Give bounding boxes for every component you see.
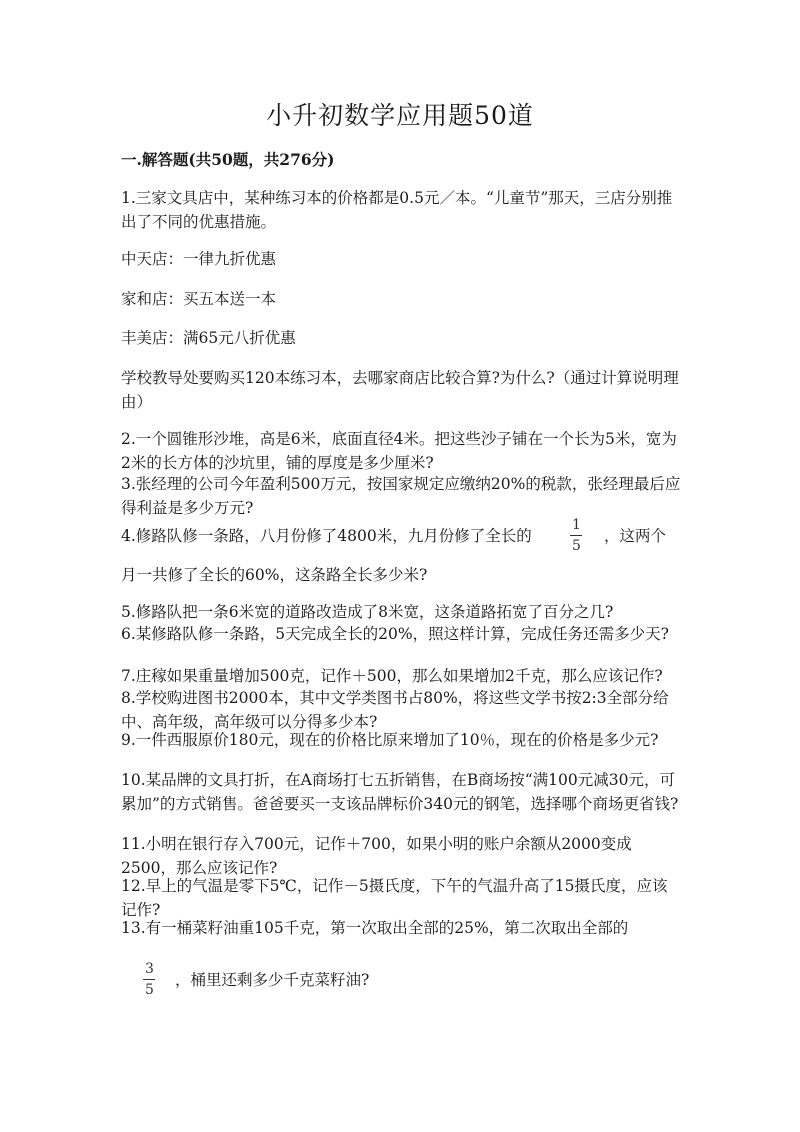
question-10: 10.某品牌的文具打折，在A商场打七五折销售，在B商场按“满100元减30元，可累加”的方式销售。爸爸要买一支该品牌标价340元的钢笔，选择哪个商场更省钱? <box>121 771 679 813</box>
question-6: 6.某修路队修一条路，5天完成全长的20%，照这样计算，完成任务还需多少天? <box>121 625 669 643</box>
fraction-numerator: 1 <box>572 517 581 533</box>
fraction-denominator: 5 <box>145 982 154 998</box>
question-1-prompt: 学校教导处要购买120本练习本，去哪家商店比较合算?为什么?（通过计算说明理由） <box>121 369 679 411</box>
fraction-bar <box>143 979 155 980</box>
question-4-line-2: 月一共修了全长的60%，这条路全长多少米? <box>121 566 428 584</box>
question-4-text: 4.修路队修一条路，八月份修了4800米，九月份修了全长的 <box>121 527 532 545</box>
question-4-fraction <box>569 517 584 554</box>
section-heading: 一.解答题(共50题，共276分) <box>121 150 335 169</box>
question-9: 9.一件西服原价180元，现在的价格比原来增加了10％，现在的价格是多少元? <box>121 731 659 749</box>
question-1-shop-1: 中天店：一律九折优惠 <box>121 250 277 268</box>
page-title: 小升初数学应用题50道 <box>266 101 534 130</box>
question-1-intro: 1.三家文具店中，某种练习本的价格都是0.5元／本。“儿童节”那天，三店分别推出了不同的优惠措施。 <box>121 189 673 231</box>
fraction-numerator: 3 <box>145 961 154 977</box>
question-7: 7.庄稼如果重量增加500克，记作＋500，那么如果增加2千克，那么应该记作? <box>121 667 663 685</box>
question-13-fraction <box>142 961 157 998</box>
question-12: 12.早上的气温是零下5℃，记作－5摄氏度，下午的气温升高了15摄氏度，应该记作? <box>121 877 668 919</box>
question-8: 8.学校购进图书2000本，其中文学类图书占80%，将这些文学书按2:3全部分给中、高年级，高年级可以分得多少本? <box>121 689 669 731</box>
question-4-line-1 <box>121 524 532 548</box>
fraction-bar <box>570 535 582 536</box>
question-13-line-2: ，桶里还剩多少千克菜籽油? <box>175 971 370 989</box>
question-2: 2.一个圆锥形沙堆，高是6米，底面直径4米。把这些沙子铺在一个长为5米，宽为2米的长方体的沙坑里，铺的厚度是多少厘米? <box>121 430 677 472</box>
question-13-line-1: 13.有一桶菜籽油重105千克，第一次取出全部的25%，第二次取出全部的 <box>121 919 629 937</box>
question-5: 5.修路队把一条6米宽的道路改造成了8米宽，这条道路拓宽了百分之几? <box>121 603 614 621</box>
question-3: 3.张经理的公司今年盈利500万元，按国家规定应缴纳20%的税款，张经理最后应得利益是多少万元? <box>121 475 681 517</box>
question-4-text-after-fraction: ，这两个 <box>604 527 667 545</box>
fraction-denominator: 5 <box>572 538 581 554</box>
question-1-shop-2: 家和店：买五本送一本 <box>121 290 277 308</box>
question-11: 11.小明在银行存入700元，记作＋700，如果小明的账户余额从2000变成2500，那么应该记作? <box>121 835 632 877</box>
question-1-shop-3: 丰美店：满65元八折优惠 <box>121 329 296 347</box>
